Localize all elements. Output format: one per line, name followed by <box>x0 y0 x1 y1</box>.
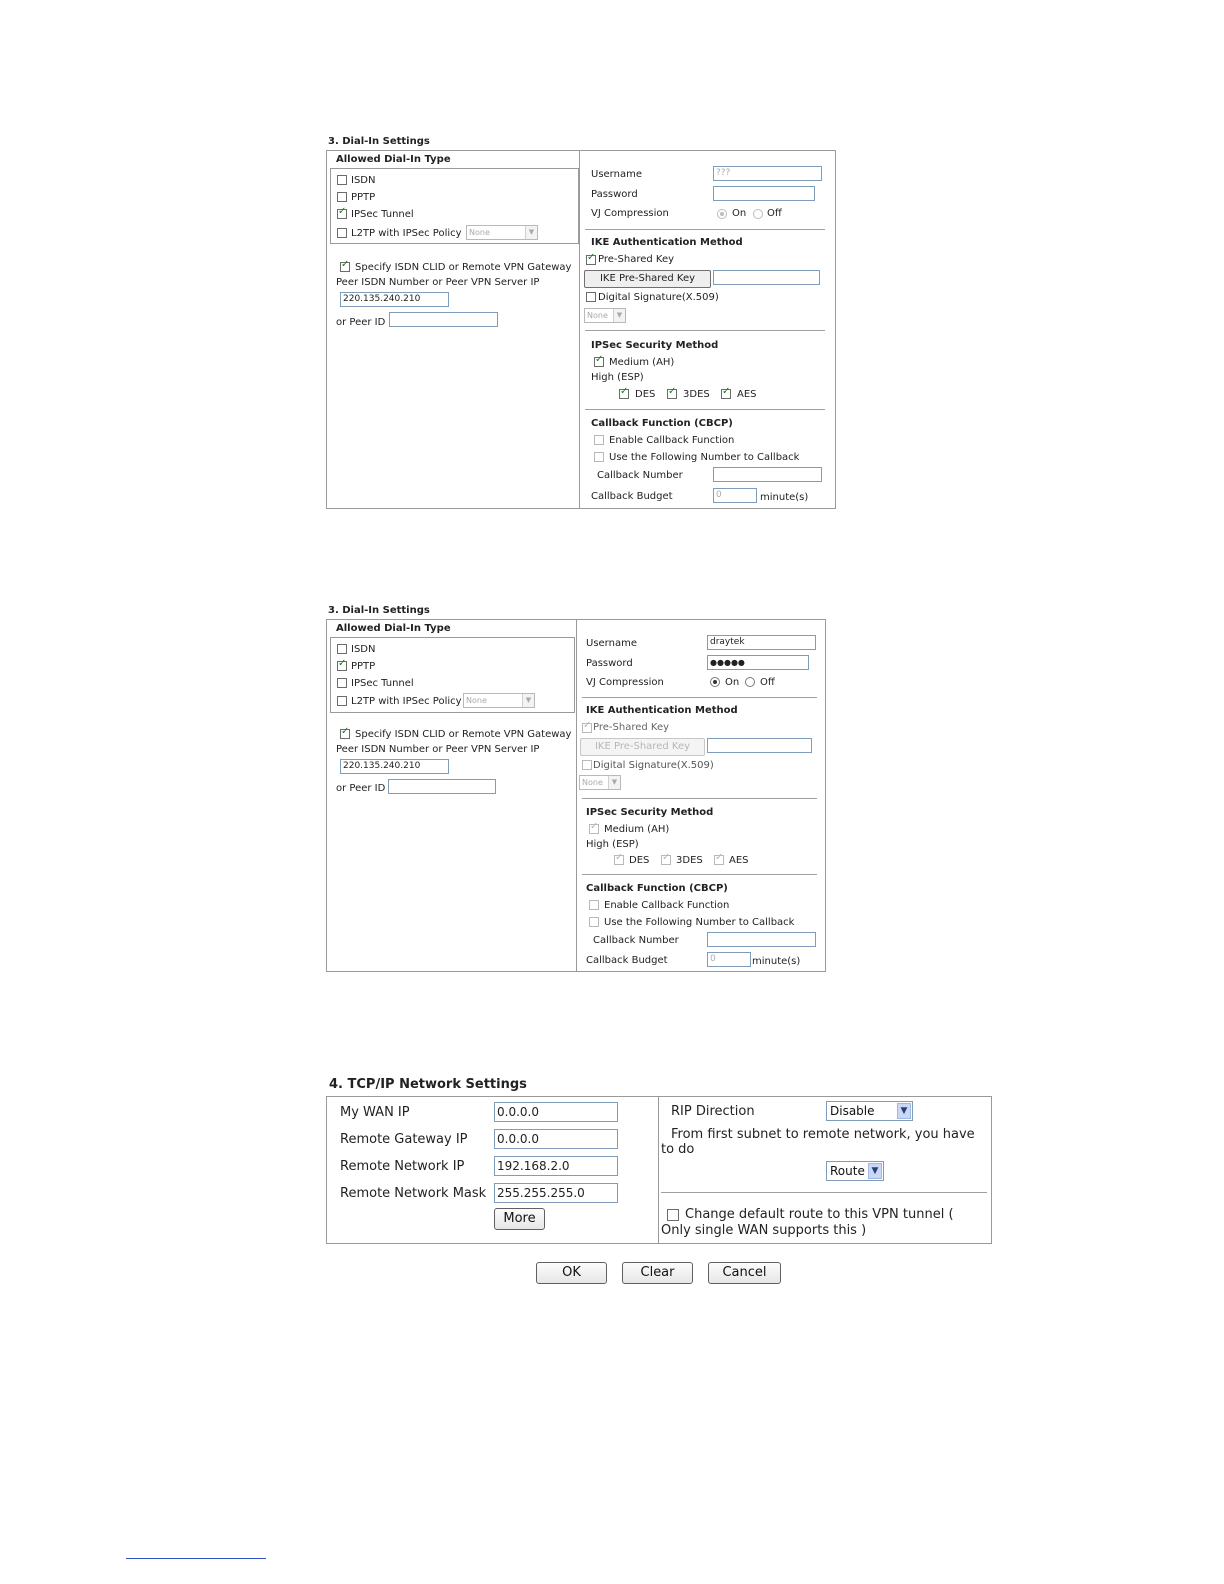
des-checkbox[interactable] <box>614 855 624 865</box>
digsig-select[interactable] <box>584 308 626 323</box>
high-esp-label: High (ESP) <box>591 372 644 383</box>
l2tp-checkbox[interactable] <box>337 696 347 706</box>
use-number-checkbox[interactable] <box>589 917 599 927</box>
my-wan-ip-label: My WAN IP <box>340 1105 410 1120</box>
3des-label: 3DES <box>683 389 710 400</box>
ipsec-tunnel-label: IPSec Tunnel <box>351 209 414 220</box>
medium-ah-label: Medium (AH) <box>609 357 675 368</box>
password-label: Password <box>591 189 638 200</box>
chevron-down-icon: ▼ <box>897 1103 911 1119</box>
peer-id-input[interactable] <box>389 312 498 327</box>
username-input[interactable]: ??? <box>713 166 822 181</box>
l2tp-policy-value: None <box>469 228 490 237</box>
ipsec-tunnel-checkbox[interactable] <box>337 209 347 219</box>
username-label: Username <box>586 638 637 649</box>
use-number-label: Use the Following Number to Callback <box>609 452 800 463</box>
divider <box>585 229 825 230</box>
password-label: Password <box>586 658 633 669</box>
pptp-checkbox[interactable] <box>337 192 347 202</box>
remote-network-mask-input[interactable]: 255.255.255.0 <box>494 1183 618 1203</box>
pptp-checkbox[interactable] <box>337 661 347 671</box>
medium-ah-label: Medium (AH) <box>604 824 670 835</box>
divider <box>582 874 817 875</box>
isdn-checkbox[interactable] <box>337 644 347 654</box>
callback-budget-input[interactable]: 0 <box>707 952 751 967</box>
medium-ah-checkbox[interactable] <box>594 357 604 367</box>
vj-off-radio[interactable] <box>745 677 755 687</box>
peer-id-label: or Peer ID <box>336 783 386 794</box>
chevron-down-icon: ▼ <box>525 226 537 239</box>
route-select[interactable] <box>826 1161 884 1181</box>
des-checkbox[interactable] <box>619 389 629 399</box>
specify-checkbox[interactable] <box>340 729 350 739</box>
more-button[interactable]: More <box>494 1208 545 1230</box>
digsig-checkbox[interactable] <box>586 292 596 302</box>
psk-label: Pre-Shared Key <box>593 722 670 733</box>
specify-label: Specify ISDN CLID or Remote VPN Gateway <box>355 729 572 740</box>
remote-network-ip-label: Remote Network IP <box>340 1159 465 1174</box>
vj-on-label: On <box>732 208 747 219</box>
section-title: 4. TCP/IP Network Settings <box>329 1077 527 1092</box>
callback-budget-label: Callback Budget <box>586 955 668 966</box>
clear-button[interactable]: Clear <box>622 1262 693 1284</box>
remote-gateway-ip-label: Remote Gateway IP <box>340 1132 468 1147</box>
ike-psk-button[interactable]: IKE Pre-Shared Key <box>584 270 711 288</box>
vj-off-label: Off <box>767 208 782 219</box>
aes-checkbox[interactable] <box>721 389 731 399</box>
pptp-label: PPTP <box>351 661 376 672</box>
ipsec-tunnel-checkbox[interactable] <box>337 678 347 688</box>
remote-gateway-ip-input[interactable]: 0.0.0.0 <box>494 1129 618 1149</box>
digsig-select-value: None <box>582 778 603 787</box>
3des-checkbox[interactable] <box>667 389 677 399</box>
chevron-down-icon: ▼ <box>522 694 534 707</box>
callback-number-input[interactable] <box>713 467 822 482</box>
section-title: 3. Dial-In Settings <box>328 605 430 616</box>
remote-network-ip-input[interactable]: 192.168.2.0 <box>494 1156 618 1176</box>
specify-label: Specify ISDN CLID or Remote VPN Gateway <box>355 262 572 273</box>
callback-title: Callback Function (CBCP) <box>586 883 728 894</box>
route-value: Route <box>830 1164 865 1178</box>
use-number-label: Use the Following Number to Callback <box>604 917 795 928</box>
password-input[interactable] <box>713 186 815 201</box>
digsig-select-value: None <box>587 311 608 320</box>
enable-callback-label: Enable Callback Function <box>609 435 735 446</box>
aes-label: AES <box>737 389 757 400</box>
peer-id-input[interactable] <box>388 779 496 794</box>
divider <box>582 798 817 799</box>
divider <box>585 330 825 331</box>
chevron-down-icon: ▼ <box>868 1163 882 1179</box>
peer-label: Peer ISDN Number or Peer VPN Server IP <box>336 744 540 755</box>
callback-budget-label: Callback Budget <box>591 491 673 502</box>
username-input[interactable]: draytek <box>707 635 816 650</box>
change-default-route-label: Change default route to this VPN tunnel ( Only single WAN supports this ) <box>661 1207 954 1238</box>
use-number-checkbox[interactable] <box>594 452 604 462</box>
digsig-label: Digital Signature(X.509) <box>598 292 719 303</box>
3des-label: 3DES <box>676 855 703 866</box>
l2tp-policy-value: None <box>466 696 487 705</box>
l2tp-label: L2TP with IPSec Policy <box>351 228 462 239</box>
medium-ah-checkbox[interactable] <box>589 824 599 834</box>
ok-button[interactable]: OK <box>536 1262 607 1284</box>
digsig-select[interactable] <box>579 775 621 790</box>
aes-checkbox[interactable] <box>714 855 724 865</box>
chevron-down-icon: ▼ <box>613 309 625 322</box>
ipsec-title: IPSec Security Method <box>591 340 719 351</box>
remote-network-mask-label: Remote Network Mask <box>340 1186 487 1201</box>
rip-direction-select[interactable] <box>826 1101 913 1121</box>
chevron-down-icon: ▼ <box>608 776 620 789</box>
ipsec-tunnel-label: IPSec Tunnel <box>351 678 414 689</box>
3des-checkbox[interactable] <box>661 855 671 865</box>
column-divider <box>658 1097 659 1243</box>
divider <box>661 1192 987 1193</box>
allowed-title: Allowed Dial-In Type <box>336 154 451 165</box>
rip-direction-label: RIP Direction <box>671 1104 755 1119</box>
callback-title: Callback Function (CBCP) <box>591 418 733 429</box>
callback-budget-input[interactable]: 0 <box>713 488 757 503</box>
isdn-label: ISDN <box>351 175 376 186</box>
l2tp-label: L2TP with IPSec Policy <box>351 696 462 707</box>
column-divider <box>579 151 580 508</box>
callback-number-label: Callback Number <box>597 470 683 481</box>
vj-off-label: Off <box>760 677 775 688</box>
username-label: Username <box>591 169 642 180</box>
specify-checkbox[interactable] <box>340 262 350 272</box>
vj-on-radio[interactable] <box>717 209 727 219</box>
column-divider <box>576 620 577 971</box>
vj-on-radio[interactable] <box>710 677 720 687</box>
vj-off-radio[interactable] <box>753 209 763 219</box>
psk-checkbox[interactable] <box>586 255 596 265</box>
ike-psk-button[interactable]: IKE Pre-Shared Key <box>580 738 705 756</box>
dialin-panel <box>326 619 826 972</box>
callback-number-input[interactable] <box>707 932 816 947</box>
enable-callback-label: Enable Callback Function <box>604 900 730 911</box>
des-label: DES <box>635 389 656 400</box>
allowed-title: Allowed Dial-In Type <box>336 623 451 634</box>
vj-label: VJ Compression <box>586 677 664 688</box>
divider <box>582 697 817 698</box>
peer-id-label: or Peer ID <box>336 317 386 328</box>
callback-number-label: Callback Number <box>593 935 679 946</box>
tcpip-panel <box>326 1096 992 1244</box>
vj-on-label: On <box>725 677 740 688</box>
footnote-separator <box>126 1558 266 1559</box>
subnet-note: From first subnet to remote network, you have to do <box>661 1127 975 1157</box>
ike-title: IKE Authentication Method <box>591 237 743 248</box>
enable-callback-checkbox[interactable] <box>594 435 604 445</box>
callback-budget-unit: minute(s) <box>760 492 809 503</box>
ike-title: IKE Authentication Method <box>586 705 738 716</box>
isdn-label: ISDN <box>351 644 376 655</box>
cancel-button[interactable]: Cancel <box>708 1262 781 1284</box>
isdn-checkbox[interactable] <box>337 175 347 185</box>
psk-checkbox[interactable] <box>582 723 592 733</box>
section-title: 3. Dial-In Settings <box>328 136 430 147</box>
peer-label: Peer ISDN Number or Peer VPN Server IP <box>336 277 540 288</box>
aes-label: AES <box>729 855 749 866</box>
ipsec-title: IPSec Security Method <box>586 807 714 818</box>
des-label: DES <box>629 855 650 866</box>
psk-input[interactable] <box>707 738 812 753</box>
high-esp-label: High (ESP) <box>586 839 639 850</box>
l2tp-policy-select[interactable] <box>466 225 538 240</box>
digsig-label: Digital Signature(X.509) <box>593 760 714 771</box>
psk-input[interactable] <box>713 270 820 285</box>
psk-label: Pre-Shared Key <box>598 254 675 265</box>
dialin-panel <box>326 150 836 509</box>
digsig-checkbox[interactable] <box>582 760 592 770</box>
peer-ip-input[interactable]: 220.135.240.210 <box>340 292 449 307</box>
callback-budget-unit: minute(s) <box>752 956 801 967</box>
password-input[interactable]: ●●●●● <box>707 655 809 670</box>
rip-direction-value: Disable <box>830 1104 875 1118</box>
divider <box>585 409 825 410</box>
pptp-label: PPTP <box>351 192 376 203</box>
l2tp-checkbox[interactable] <box>337 228 347 238</box>
vj-label: VJ Compression <box>591 208 669 219</box>
my-wan-ip-input[interactable]: 0.0.0.0 <box>494 1102 618 1122</box>
enable-callback-checkbox[interactable] <box>589 900 599 910</box>
peer-ip-input[interactable]: 220.135.240.210 <box>340 759 449 774</box>
l2tp-policy-select[interactable] <box>463 693 535 708</box>
